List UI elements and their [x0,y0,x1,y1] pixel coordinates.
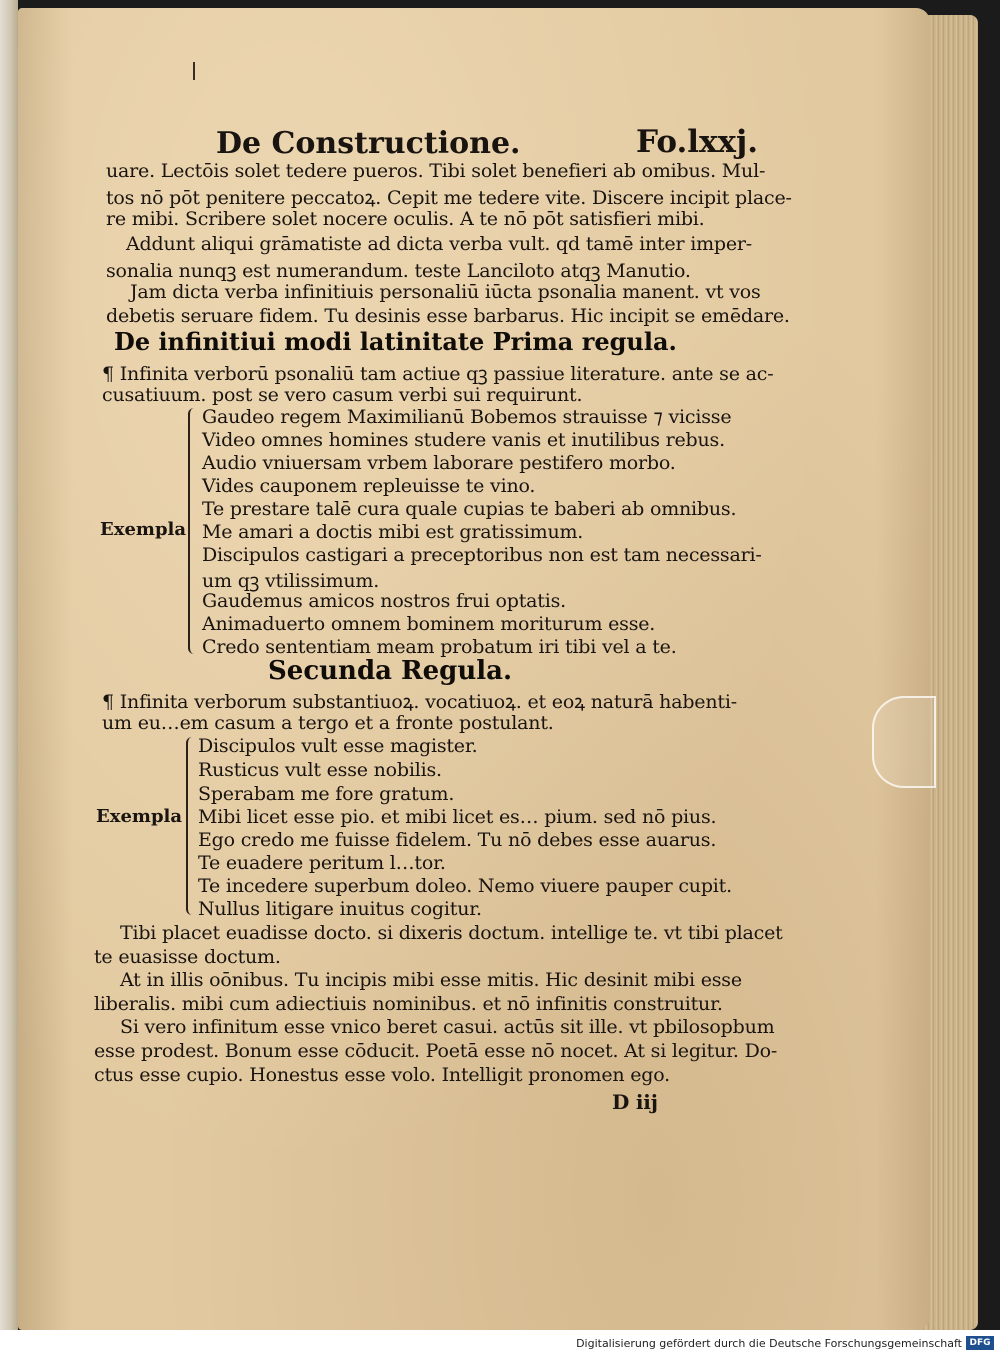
exempla-label: Exempla [96,806,183,827]
examples-brace [186,737,196,915]
example-line: Me amari a doctis mibi est gratissimum. [202,521,584,543]
example-line: Video omnes homines studere vanis et inutilibus rebus. [202,429,725,451]
text-line: esse prodest. Bonum esse cōducit. Poetā esse nō nocet. At si legitur. Do- [94,1040,778,1062]
example-line: Rusticus vult esse nobilis. [198,759,442,781]
example-line: Mibi licet esse pio. et mibi licet es… pium. sed nō pius. [198,806,717,828]
dfg-logo[interactable]: DFG [966,1336,994,1350]
example-line: Gaudeo regem Maximilianū Bobemos strauisse ⁊ vicisse [202,406,732,428]
text-line: Si vero infinitum esse vnico beret casui. actūs sit ille. vt pbilosopbum [120,1016,775,1038]
example-line: Discipulos castigari a preceptoribus non est tam necessari- [202,544,762,566]
example-line: Te prestare talē cura quale cupias te baberi ab omnibus. [202,498,737,520]
page-title: De Constructione. [216,126,521,161]
example-line: Ego credo me fuisse fidelem. Tu nō debes esse auarus. [198,829,717,851]
text-line: Addunt aliqui grāmatiste ad dicta verba vult. qd tamē inter imper- [126,233,752,255]
rule-line: cusatiuum. post se vero casum verbi sui requirunt. [102,384,583,406]
exempla-label: Exempla [100,519,187,540]
section-heading-prima-regula: De infinitiui modi latinitate Prima regula. [114,327,677,356]
text-line: uare. Lectōis solet tedere pueros. Tibi solet benefieri ab omibus. Mul- [106,160,766,182]
text-line: At in illis oōnibus. Tu incipis mibi esse mitis. Hic desinit mibi esse [120,969,742,991]
margin-mark [193,62,195,80]
text-line: Tibi placet euadisse docto. si dixeris doctum. intellige te. vt tibi placet [120,922,783,944]
text-line: re mibi. Scribere solet nocere oculis. A te nō pōt satisfieri mibi. [106,208,705,230]
example-line: Audio vniuersam vrbem laborare pestifero morbo. [202,452,676,474]
example-line: Credo sententiam meam probatum iri tibi vel a te. [202,636,677,658]
rule-line: ¶ Infinita verborū psonaliū tam actiue qꝫ passiue literature. ante se ac- [102,363,774,385]
example-line: Discipulos vult esse magister. [198,735,478,757]
text-line: debetis seruare fidem. Tu desinis esse barbarus. Hic incipit se emēdare. [106,305,790,327]
example-line: Te euadere peritum l…tor. [198,852,446,874]
example-line: Animaduerto omnem bominem moriturum esse. [202,613,656,635]
rule-line: um eu…em casum a tergo et a fronte postulant. [102,712,554,734]
left-page-edge [0,0,18,1330]
text-line: ctus esse cupio. Honestus esse volo. Intelligit pronomen ego. [94,1064,671,1086]
signature-mark: D iij [612,1090,658,1114]
text-line: liberalis. mibi cum adiectiuis nominibus. et nō infinitis construitur. [94,993,723,1015]
example-line: Te incedere superbum doleo. Nemo viuere pauper cupit. [198,875,732,897]
example-line: Gaudemus amicos nostros frui optatis. [202,590,566,612]
text-line: tos nō pōt penitere peccatoꝝ. Cepit me tedere vite. Discere incipit place- [106,187,792,209]
text-line: Jam dicta verba infinitiuis personaliū iūcta psonalia manent. vt vos [130,281,761,303]
example-line: Sperabam me fore gratum. [198,783,455,805]
example-line: um qꝫ vtilissimum. [202,570,380,592]
rule-line: ¶ Infinita verborum substantiuoꝝ. vocatiuoꝝ. et eoꝝ naturā habenti- [102,691,737,713]
text-line: te euasisse doctum. [94,946,281,968]
example-line: Vides cauponem repleuisse te vino. [202,475,536,497]
section-heading-secunda-regula: Secunda Regula. [268,656,513,686]
folio-number: Fo.lxxj. [636,124,758,160]
text-line: sonalia nunqꝫ est numerandum. teste Lanciloto atqꝫ Manutio. [106,260,691,282]
examples-brace [188,408,198,654]
example-line: Nullus litigare inuitus cogitur. [198,898,482,920]
page-clip [872,696,936,788]
funding-credit: Digitalisierung gefördert durch die Deutsche Forschungsgemeinschaft [576,1337,962,1350]
